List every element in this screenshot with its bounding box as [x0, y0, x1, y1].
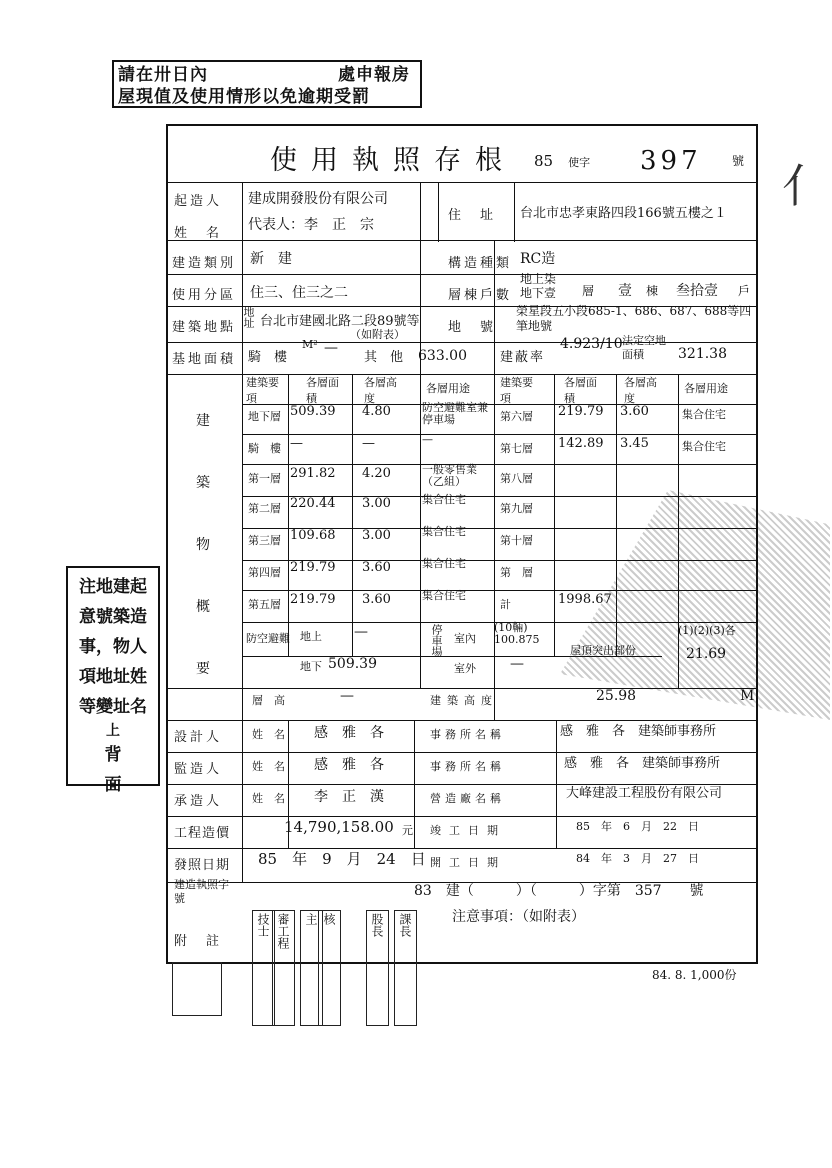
- coverage-value: 4.923/10: [560, 336, 623, 352]
- floor-use: 集合住宅: [682, 440, 726, 453]
- side-line-4: 項地址姓: [79, 667, 147, 687]
- floor-use: 集合住宅: [422, 557, 466, 570]
- contractor-firm: 大峰建設工程股份有限公司: [566, 786, 723, 801]
- floor-height: 4.80: [362, 404, 391, 419]
- site-address: 台北市建國北路二段89號等: [260, 314, 420, 329]
- roof-label: 屋頂突出部份: [570, 644, 636, 657]
- summary-char: 要: [196, 661, 210, 677]
- designer-office-label: 事務所名稱: [430, 728, 505, 741]
- summary-char: 建: [196, 413, 210, 429]
- applicant-address: 台北市忠孝東路四段166號五樓之１: [520, 206, 727, 221]
- notice-stamp: [112, 60, 422, 108]
- margin-mark: 亻: [782, 159, 828, 213]
- floor-name: 第四層: [248, 566, 281, 579]
- structure-value: RC造: [520, 251, 556, 267]
- notice-line-2: 屋現值及使用情形以免逾期受罰: [118, 87, 370, 107]
- floor-area: 219.79: [558, 404, 604, 419]
- notes-label: 附 註: [174, 934, 223, 949]
- floor-use: 集合住宅: [422, 589, 466, 602]
- floor-use: 防空避難室兼停車場: [422, 401, 488, 426]
- floor-area: 291.82: [290, 466, 336, 481]
- notice-partial: 處申報房: [338, 65, 410, 85]
- arcade-unit: M²: [302, 338, 318, 351]
- open-space-label: 法定空地面積: [622, 334, 666, 361]
- floor-height: 3.45: [620, 436, 649, 451]
- zoning-label: 使用分區: [172, 288, 237, 303]
- seal-stamp: [172, 962, 222, 1016]
- designer-office: 感 雅 各 建築師事務所: [560, 724, 717, 739]
- address-label: 住 址: [448, 208, 497, 223]
- floor-name: 地下層: [248, 410, 281, 423]
- lot-label: 地 號: [448, 320, 497, 335]
- parking-label: 停車場: [430, 624, 443, 657]
- floor-area: 509.39: [290, 404, 336, 419]
- floor-height: —: [362, 436, 375, 451]
- floor-area: 219.79: [290, 560, 336, 575]
- approval-stamp: 股長: [366, 910, 389, 1026]
- zoning-value: 住三、住三之二: [250, 285, 348, 301]
- permit-suffix: 號: [732, 154, 745, 168]
- supervisor-label: 監造人: [174, 762, 223, 777]
- permit-number: 397: [640, 146, 702, 176]
- floor-name: 第一層: [248, 472, 281, 485]
- summary-char: 築: [196, 475, 210, 491]
- arcade-label: 騎 樓: [248, 350, 288, 365]
- cost-unit: 元: [402, 824, 413, 837]
- summary-char: 概: [196, 599, 210, 615]
- floor-height: 3.60: [362, 592, 391, 607]
- floor-area: —: [290, 436, 303, 451]
- permit-no-value: 83 建（ ）（ ）字第 357 號: [414, 883, 704, 899]
- contractor-name: 李 正 漢: [314, 789, 384, 805]
- site-label: 建築地點: [172, 320, 237, 335]
- layer-unit: 層: [582, 284, 595, 298]
- side-line-1: 注地建起: [79, 577, 147, 597]
- floors-header-height-2: 各層高度: [624, 376, 657, 405]
- contractor-label: 承造人: [174, 794, 223, 809]
- issue-label: 發照日期: [174, 858, 231, 873]
- floor-name: 第七層: [500, 442, 533, 455]
- floor-use: 集合住宅: [422, 493, 466, 506]
- floor-use: 集合住宅: [422, 525, 466, 538]
- notice-line-1: 請在卅日內: [118, 65, 208, 85]
- floor-use: —: [422, 433, 433, 446]
- completion-date: 85 年 6 月 22 日: [576, 820, 699, 833]
- page-title: 使用執照存根: [270, 145, 516, 176]
- floor-name: 第九層: [500, 502, 533, 515]
- notes-content: 注意事項：（如附表）: [452, 909, 585, 925]
- floor-area: 219.79: [290, 592, 336, 607]
- floor-name: 第二層: [248, 502, 281, 515]
- shelter-above-value: —: [354, 624, 368, 640]
- parking-indoor-label: 室內: [454, 632, 476, 645]
- floors-header-area: 各層面積: [306, 376, 339, 405]
- permit-no-label: 建造執照字號: [174, 878, 229, 905]
- other-label: 其 他: [364, 350, 404, 365]
- coverage-label: 建蔽率: [500, 350, 546, 365]
- approval-stamp: 課長: [394, 910, 417, 1026]
- summary-char: 物: [196, 537, 210, 553]
- side-line-8: 面: [104, 775, 122, 795]
- floor-name: 第八層: [500, 472, 533, 485]
- arcade-value: —: [324, 340, 338, 356]
- build-type-value: 新 建: [250, 251, 292, 267]
- approval-stamp: 主: [300, 910, 323, 1026]
- roof-floors: (1)(2)(3)各: [678, 624, 736, 637]
- applicant-label: 起造人: [174, 194, 223, 209]
- contractor-firm-label: 營造廠名稱: [430, 792, 505, 805]
- floor-area: 1998.67: [558, 592, 612, 607]
- building-unit: 棟: [646, 284, 659, 298]
- floor-height: 3.00: [362, 496, 391, 511]
- side-line-5: 等變址名: [79, 697, 147, 717]
- floor-use: 一般零售業（乙組）: [422, 463, 477, 488]
- floor-area: 220.44: [290, 496, 336, 511]
- parking-outdoor-value: —: [510, 656, 524, 672]
- units-count: 叁拾壹: [676, 283, 718, 299]
- print-info: 84. 8. 1,000份: [652, 968, 737, 982]
- floor-name: 第六層: [500, 410, 533, 423]
- designer-label: 設計人: [174, 730, 223, 745]
- floor-use: 集合住宅: [682, 408, 726, 421]
- designer-name-label: 姓 名: [252, 728, 285, 741]
- cost-value: 14,790,158.00: [284, 818, 394, 836]
- units-label: 層棟戶數: [448, 288, 513, 303]
- floor-height-label: 層 高: [252, 694, 285, 707]
- floor-name: 第五層: [248, 598, 281, 611]
- approval-stamp: 核: [318, 910, 341, 1026]
- building-count: 壹: [618, 283, 632, 299]
- structure-label: 構造種類: [448, 256, 513, 271]
- permit-year: 85 使字: [534, 152, 591, 170]
- floor-area: 109.68: [290, 528, 336, 543]
- floor-area: 142.89: [558, 436, 604, 451]
- area-label: 基地面積: [172, 352, 237, 367]
- applicant-company: 建成開發股份有限公司: [248, 191, 388, 207]
- approval-stamp: 審工程: [272, 910, 295, 1026]
- floor-height-value: —: [340, 688, 354, 704]
- lot-numbers: 榮星段五小段685-1、686、687、688等四筆地號: [516, 304, 752, 333]
- floor-name: 第十層: [500, 534, 533, 547]
- roof-value: 21.69: [686, 646, 727, 662]
- parking-outdoor-label: 室外: [454, 662, 476, 675]
- building-height-unit: M: [740, 688, 755, 704]
- floor-name: 騎 樓: [248, 442, 281, 455]
- cost-label: 工程造價: [174, 826, 231, 841]
- site-note: （如附表）: [350, 328, 405, 341]
- issue-date: 85 年 9 月 24 日: [258, 850, 426, 868]
- contractor-name-label: 姓 名: [252, 792, 285, 805]
- floor-name: 第 層: [500, 566, 533, 579]
- supervisor-name: 感 雅 各: [314, 757, 384, 773]
- floors-header-use-2: 各層用途: [684, 382, 728, 395]
- shelter-below-label: 地下: [300, 660, 322, 673]
- applicant-rep: 代表人：李 正 宗: [248, 217, 374, 233]
- designer-name: 感 雅 各: [314, 725, 384, 741]
- floor-height: 4.20: [362, 466, 391, 481]
- other-area-value: 633.00: [418, 348, 467, 364]
- side-line-7: 背: [104, 745, 122, 765]
- side-line-2: 意號築造: [79, 607, 147, 627]
- applicant-label-2: 姓 名: [174, 226, 223, 241]
- floor-height: 3.60: [362, 560, 391, 575]
- build-type-label: 建造類別: [172, 256, 237, 271]
- start-label: 開工日期: [430, 856, 506, 869]
- shelter-label: 防空避難: [246, 632, 290, 645]
- supervisor-office: 感 雅 各 建築師事務所: [564, 756, 721, 771]
- open-space-value: 321.38: [678, 346, 727, 362]
- parking-indoor-value: (10輛) 100.875: [494, 621, 540, 646]
- supervisor-office-label: 事務所名稱: [430, 760, 505, 773]
- approval-stamp: 技士: [252, 910, 275, 1026]
- side-line-3: 事，物人: [79, 637, 147, 657]
- floor-height: 3.60: [620, 404, 649, 419]
- side-line-6: 上: [106, 723, 120, 739]
- floor-name: 第三層: [248, 534, 281, 547]
- shelter-below-value: 509.39: [328, 656, 377, 672]
- floors-header-items-2: 建築要項: [500, 376, 533, 405]
- building-height-label: 建築高度: [430, 694, 498, 707]
- start-date: 84 年 3 月 27 日: [576, 852, 699, 865]
- floors-header-area-2: 各層面積: [564, 376, 597, 405]
- floors-header-use: 各層用途: [426, 382, 470, 395]
- households-unit: 戶: [738, 284, 751, 298]
- supervisor-name-label: 姓 名: [252, 760, 285, 773]
- side-notice-stamp: [66, 566, 160, 795]
- floor-name: 計: [500, 598, 511, 611]
- floors-count: 地上柒 地下壹: [520, 272, 557, 300]
- floors-header-height: 各層高度: [364, 376, 397, 405]
- building-height-value: 25.98: [596, 688, 637, 704]
- floors-header-items: 建築要項: [246, 376, 279, 405]
- shelter-above-label: 地上: [300, 630, 322, 643]
- floor-height: 3.00: [362, 528, 391, 543]
- site-address-label: 地址: [242, 306, 255, 328]
- completion-label: 竣工日期: [430, 824, 506, 837]
